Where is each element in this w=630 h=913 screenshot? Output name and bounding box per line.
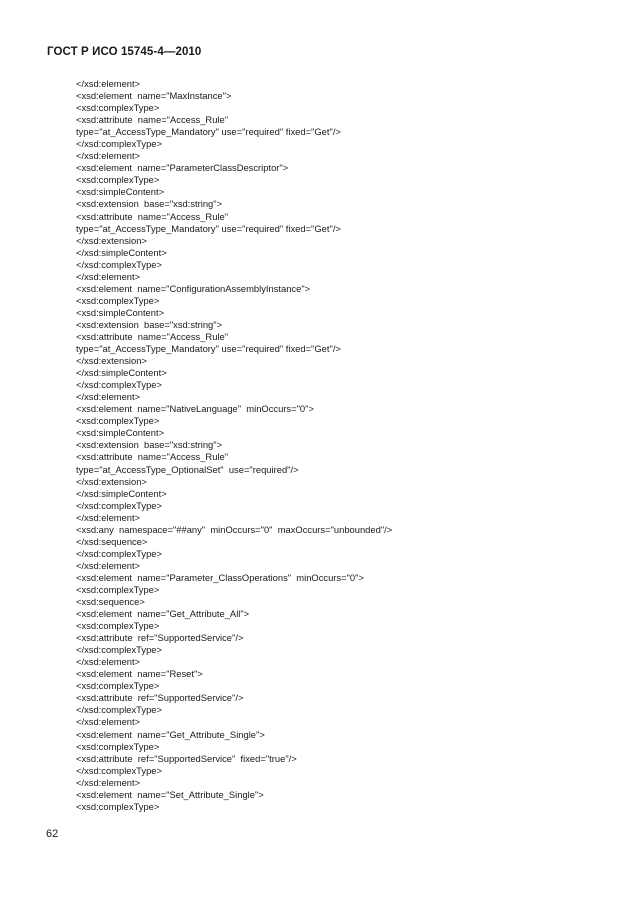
code-line: <xsd:attribute name="Access_Rule" [76,451,229,463]
code-line: <xsd:simpleContent> [76,306,165,318]
code-line: <xsd:element name="Set_Attribute_Single"> [76,788,264,800]
code-line: </xsd:extension> [76,234,147,246]
code-line: <xsd:complexType> [76,800,160,812]
code-line: </xsd:element> [76,78,141,89]
page-number: 62 [46,828,59,840]
code-line: </xsd:simpleContent> [76,487,167,499]
code-line: <xsd:extension base="xsd:string"> [76,439,223,451]
code-line: </xsd:complexType> [76,138,162,150]
code-line: <xsd:complexType> [76,680,160,692]
code-line: <xsd:complexType> [76,415,160,427]
code-line: </xsd:element> [76,716,141,728]
code-line: <xsd:element name="Get_Attribute_All"> [76,608,250,620]
code-line: </xsd:sequence> [76,535,148,547]
code-line: <xsd:attribute name="Access_Rule" [76,114,229,126]
code-line: type="at_AccessType_OptionalSet" use="required"/> [76,463,299,475]
code-line: <xsd:complexType> [76,583,160,595]
code-line: <xsd:sequence> [76,596,145,608]
code-line: </xsd:complexType> [76,499,162,511]
xml-schema-listing [76,78,392,813]
code-line: <xsd:element name="Get_Attribute_Single"> [76,728,265,740]
code-line: <xsd:element name="Parameter_ClassOperations" minOccurs="0"> [76,571,364,583]
code-line: </xsd:element> [76,559,141,571]
code-line: type="at_AccessType_Mandatory" use="required" fixed="Get"/> [76,222,341,234]
code-line: <xsd:simpleContent> [76,186,165,198]
code-line: </xsd:element> [76,656,141,668]
code-line: <xsd:attribute name="Access_Rule" [76,210,229,222]
code-line: <xsd:complexType> [76,174,160,186]
code-line: </xsd:complexType> [76,644,162,656]
code-line: <xsd:element name="ConfigurationAssemblyInstance"> [76,282,311,294]
code-line: </xsd:complexType> [76,704,162,716]
code-line: </xsd:simpleContent> [76,367,167,379]
code-line: type="at_AccessType_Mandatory" use="required" fixed="Get"/> [76,126,341,138]
code-line: <xsd:element name="MaxInstance"> [76,90,232,102]
code-line: </xsd:complexType> [76,764,162,776]
code-line: </xsd:simpleContent> [76,246,167,258]
code-line: </xsd:element> [76,511,141,523]
code-line: <xsd:extension base="xsd:string"> [76,198,223,210]
document-header: ГОСТ Р ИСО 15745-4—2010 [47,46,202,58]
code-line: <xsd:element name="NativeLanguage" minOccurs="0"> [76,403,314,415]
code-line: <xsd:complexType> [76,102,160,114]
code-line: <xsd:attribute ref="SupportedService"/> [76,692,244,704]
code-line: </xsd:extension> [76,355,147,367]
code-line: <xsd:element name="Reset"> [76,668,203,680]
code-line: type="at_AccessType_Mandatory" use="required" fixed="Get"/> [76,343,341,355]
code-line: </xsd:extension> [76,475,147,487]
code-line: <xsd:element name="ParameterClassDescriptor"> [76,162,289,174]
code-line: <xsd:simpleContent> [76,427,165,439]
code-line: <xsd:any namespace="##any" minOccurs="0" maxOccurs="unbounded"/> [76,523,393,535]
code-line: <xsd:complexType> [76,620,160,632]
code-line: </xsd:element> [76,150,141,162]
code-line: <xsd:complexType> [76,740,160,752]
code-line: </xsd:element> [76,776,141,788]
code-line: <xsd:complexType> [76,294,160,306]
code-line: </xsd:complexType> [76,547,162,559]
code-line: </xsd:complexType> [76,379,162,391]
code-line: <xsd:attribute ref="SupportedService" fixed="true"/> [76,752,297,764]
code-line: <xsd:attribute ref="SupportedService"/> [76,632,244,644]
code-line: </xsd:element> [76,391,141,403]
code-line: <xsd:attribute name="Access_Rule" [76,330,229,342]
code-line: <xsd:extension base="xsd:string"> [76,318,223,330]
code-line: </xsd:element> [76,270,141,282]
code-line: </xsd:complexType> [76,258,162,270]
